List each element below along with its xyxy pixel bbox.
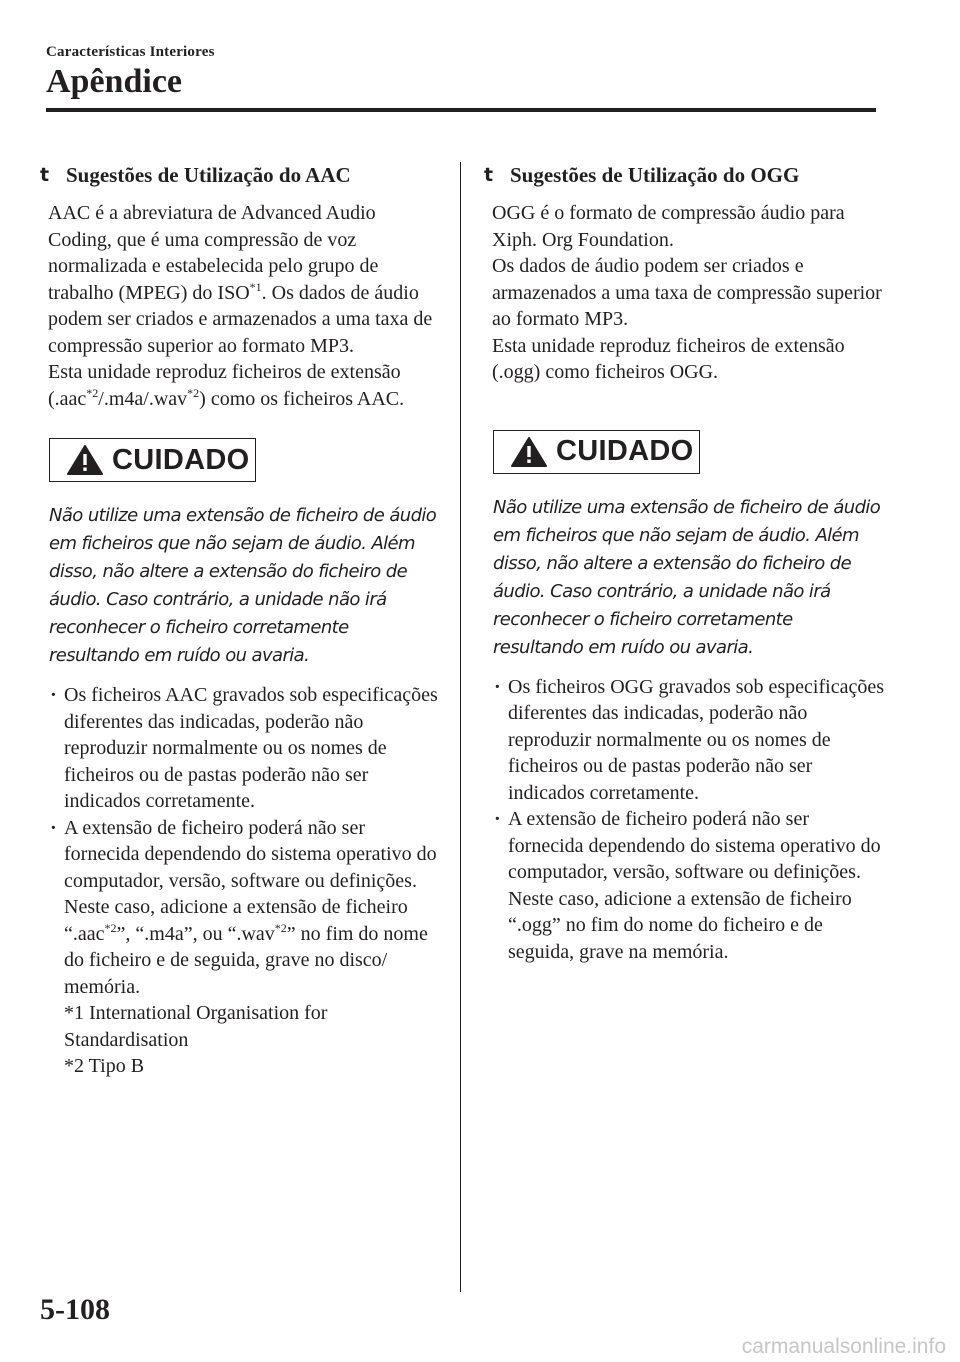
ogg-heading-text: Sugestões de Utilização do OGG — [510, 163, 800, 187]
ogg-paragraph-3: Esta unidade reproduz ficheiros de extensão (.ogg) como ficheiros OGG. — [492, 334, 845, 383]
caution-label: CUIDADO — [556, 435, 694, 467]
ogg-notes — [490, 674, 884, 966]
ogg-paragraph-1: OGG é o formato de compressão áudio para Xiph. Org Foundation. — [492, 202, 845, 251]
list-item: · Os ficheiros OGG gravados sob especificações diferentes das indicadas, poderão não reproduzir normalmente ou os nomes de ficheiros ou de pastas poderão não ser indicados corretamente. — [490, 674, 884, 807]
section-bullet-icon: t — [484, 164, 494, 186]
aac-paragraph-1: AAC é a abreviatura de Advanced Audio Coding, que é uma compressão de voz normalizada e estabelecida pelo grupo de trabalho (MPEG) do ISO$^{*1}$. Os dados de áudio podem ser criados e armazenados a uma taxa de compressão superior ao formato MP3. — [48, 202, 433, 357]
aac-heading — [40, 160, 440, 190]
warning-triangle-icon — [510, 436, 548, 468]
right-column — [484, 160, 884, 965]
caution-label: CUIDADO — [112, 443, 250, 476]
section-label: Características Interiores — [46, 44, 215, 60]
caution-box — [493, 430, 700, 474]
caution-text: Não utilize uma extensão de ficheiro de áudio em ficheiros que não sejam de áudio. Além disso, não altere a extensão do ficheiro de áudio. Caso contrário, a unidade não irá reconhecer o ficheiro corretamente resultando em ruído ou avaria. — [493, 496, 881, 658]
aac-paragraph-2: Esta unidade reproduz ficheiros de extensão (.aac$^{*2}$/.m4a/.wav$^{*2}$) como os ficheiros AAC. — [48, 361, 405, 410]
ogg-paragraph-2: Os dados de áudio podem ser criados e armazenados a uma taxa de compressão superior ao formato MP3. — [492, 255, 882, 330]
footnote-1: *1 International Organisation for Standardisation — [64, 1002, 328, 1051]
warning-triangle-icon — [66, 444, 104, 476]
list-item: · A extensão de ficheiro poderá não ser fornecida dependendo do sistema operativo do computador, versão, software ou definições. Neste caso, adicione a extensão de ficheiro “.aac$^{*2}$”, “.m4a”, ou “.wav$^{*2}$” no fim do nome do ficheiro e de seguida, grave no disco/ memória. *1 International Organisation for Standardisation *2 Tipo B — [46, 815, 440, 1080]
aac-notes — [46, 682, 440, 1080]
ogg-heading — [484, 160, 884, 190]
list-item: · Os ficheiros AAC gravados sob especificações diferentes das indicadas, poderão não reproduzir normalmente ou os nomes de ficheiros ou de pastas poderão não ser indicados corretamente. — [46, 682, 440, 815]
header-rule — [46, 108, 876, 112]
caution-box — [49, 438, 256, 482]
column-divider — [460, 162, 461, 1292]
left-column — [40, 160, 440, 1080]
section-bullet-icon: t — [40, 164, 50, 186]
page-title: Apêndice — [46, 63, 182, 100]
caution-text: Não utilize uma extensão de ficheiro de áudio em ficheiros que não sejam de áudio. Além disso, não altere a extensão do ficheiro de áudio. Caso contrário, a unidade não irá reconhecer o ficheiro corretamente resultando em ruído ou avaria. — [49, 505, 437, 666]
aac-heading-text: Sugestões de Utilização do AAC — [66, 163, 351, 187]
watermark: carmanualsonline.info — [741, 1335, 946, 1358]
list-item: · A extensão de ficheiro poderá não ser fornecida dependendo do sistema operativo do computador, versão, software ou definições. Neste caso, adicione a extensão de ficheiro “.ogg” no fim do nome do ficheiro e de seguida, grave na memória. — [490, 806, 884, 965]
footnote-2: *2 Tipo B — [64, 1055, 145, 1077]
page-number: 5-108 — [40, 1293, 110, 1326]
